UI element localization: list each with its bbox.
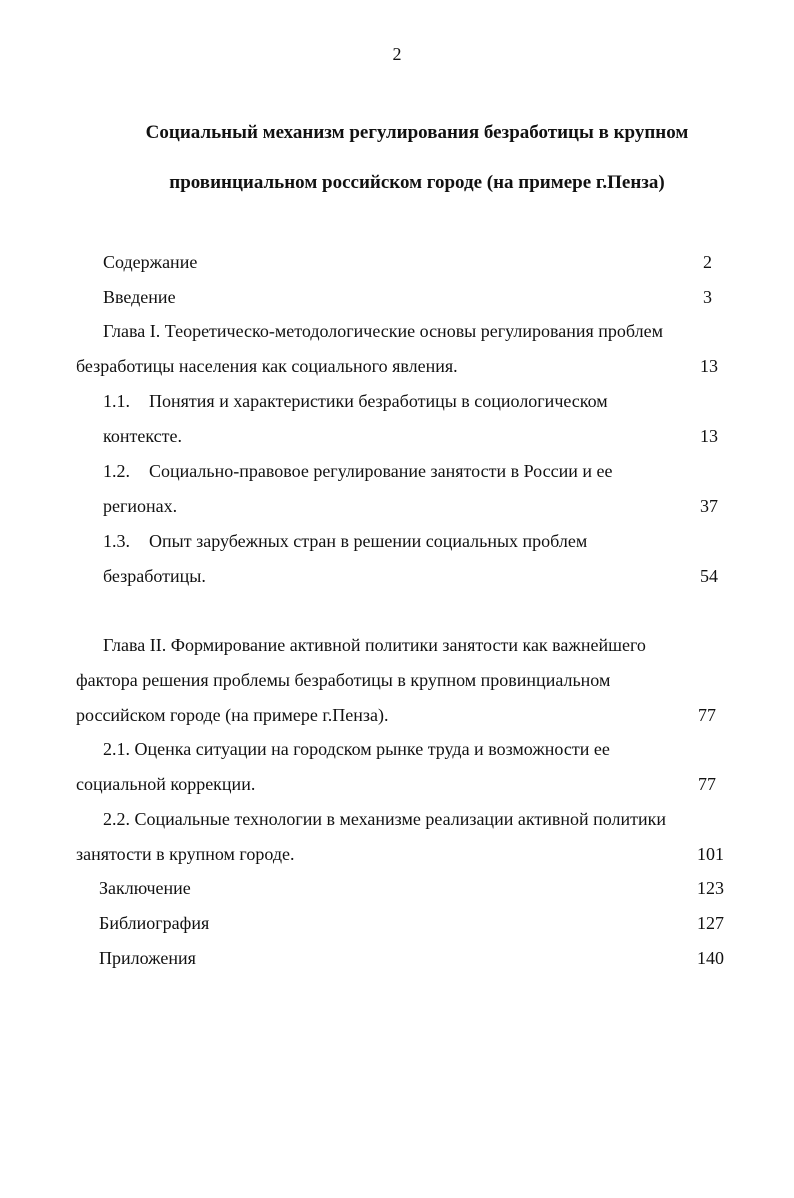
toc-section-1-1-page: 13 <box>700 426 718 446</box>
toc-section-1-3-line-2: безработицы. <box>103 566 206 586</box>
toc-conclusion-page: 123 <box>697 878 724 898</box>
toc-conclusion-label: Заключение <box>99 878 191 898</box>
toc-section-1-1-title: Понятия и характеристики безработицы в социологическом <box>149 391 608 411</box>
page-number: 2 <box>392 44 402 64</box>
toc-section-1-2-line-2: регионах. <box>103 496 178 516</box>
toc-section-2-2-line-2: занятости в крупном городе. <box>76 844 295 864</box>
toc-section-1-3-line-1 <box>103 530 587 552</box>
toc-section-1-1-number: 1.1. <box>103 391 130 411</box>
toc-section-1-2-number: 1.2. <box>103 461 130 481</box>
toc-section-1-3-page: 54 <box>700 566 718 586</box>
toc-section-1-3-number: 1.3. <box>103 531 130 551</box>
toc-section-2-1-line-2: социальной коррекции. <box>76 774 256 794</box>
toc-bibliography-label: Библиография <box>99 913 210 933</box>
toc-section-2-1-line-1: 2.1. Оценка ситуации на городском рынке труда и возможности ее <box>103 739 610 759</box>
toc-intro-page: 3 <box>703 287 712 307</box>
toc-appendices-page: 140 <box>697 948 724 968</box>
toc-contents-page: 2 <box>703 252 712 272</box>
toc-contents-label: Содержание <box>103 252 198 272</box>
toc-chapter2-line-1: Глава II. Формирование активной политики занятости как важнейшего <box>103 635 646 655</box>
document-title-line-1: Социальный механизм регулирования безработицы в крупном <box>145 122 689 143</box>
toc-chapter2-line-3: российском городе (на примере г.Пенза). <box>76 705 389 725</box>
toc-section-1-2-line-1 <box>103 460 612 482</box>
document-title-line-2: провинциальном российском городе (на примере г.Пенза) <box>169 172 665 193</box>
toc-chapter1-line-1: Глава I. Теоретическо-методологические основы регулирования проблем <box>103 321 663 341</box>
toc-chapter1-page: 13 <box>700 356 718 376</box>
toc-chapter2-line-2: фактора решения проблемы безработицы в крупном провинциальном <box>76 670 611 690</box>
toc-section-2-1-page: 77 <box>698 774 716 794</box>
toc-section-1-1-line-1 <box>103 390 608 412</box>
toc-chapter1-line-2: безработицы населения как социального явления. <box>76 356 458 376</box>
toc-section-1-3-title: Опыт зарубежных стран в решении социальных проблем <box>149 531 588 551</box>
toc-chapter2-page: 77 <box>698 705 716 725</box>
toc-section-1-2-title: Социально-правовое регулирование занятости в России и ее <box>149 461 613 481</box>
toc-section-1-2-page: 37 <box>700 496 718 516</box>
toc-bibliography-page: 127 <box>697 913 724 933</box>
toc-section-1-1-line-2: контексте. <box>103 426 182 446</box>
toc-section-2-2-line-1: 2.2. Социальные технологии в механизме реализации активной политики <box>103 809 666 829</box>
toc-section-2-2-page: 101 <box>697 844 724 864</box>
toc-intro-label: Введение <box>103 287 176 307</box>
toc-appendices-label: Приложения <box>99 948 196 968</box>
